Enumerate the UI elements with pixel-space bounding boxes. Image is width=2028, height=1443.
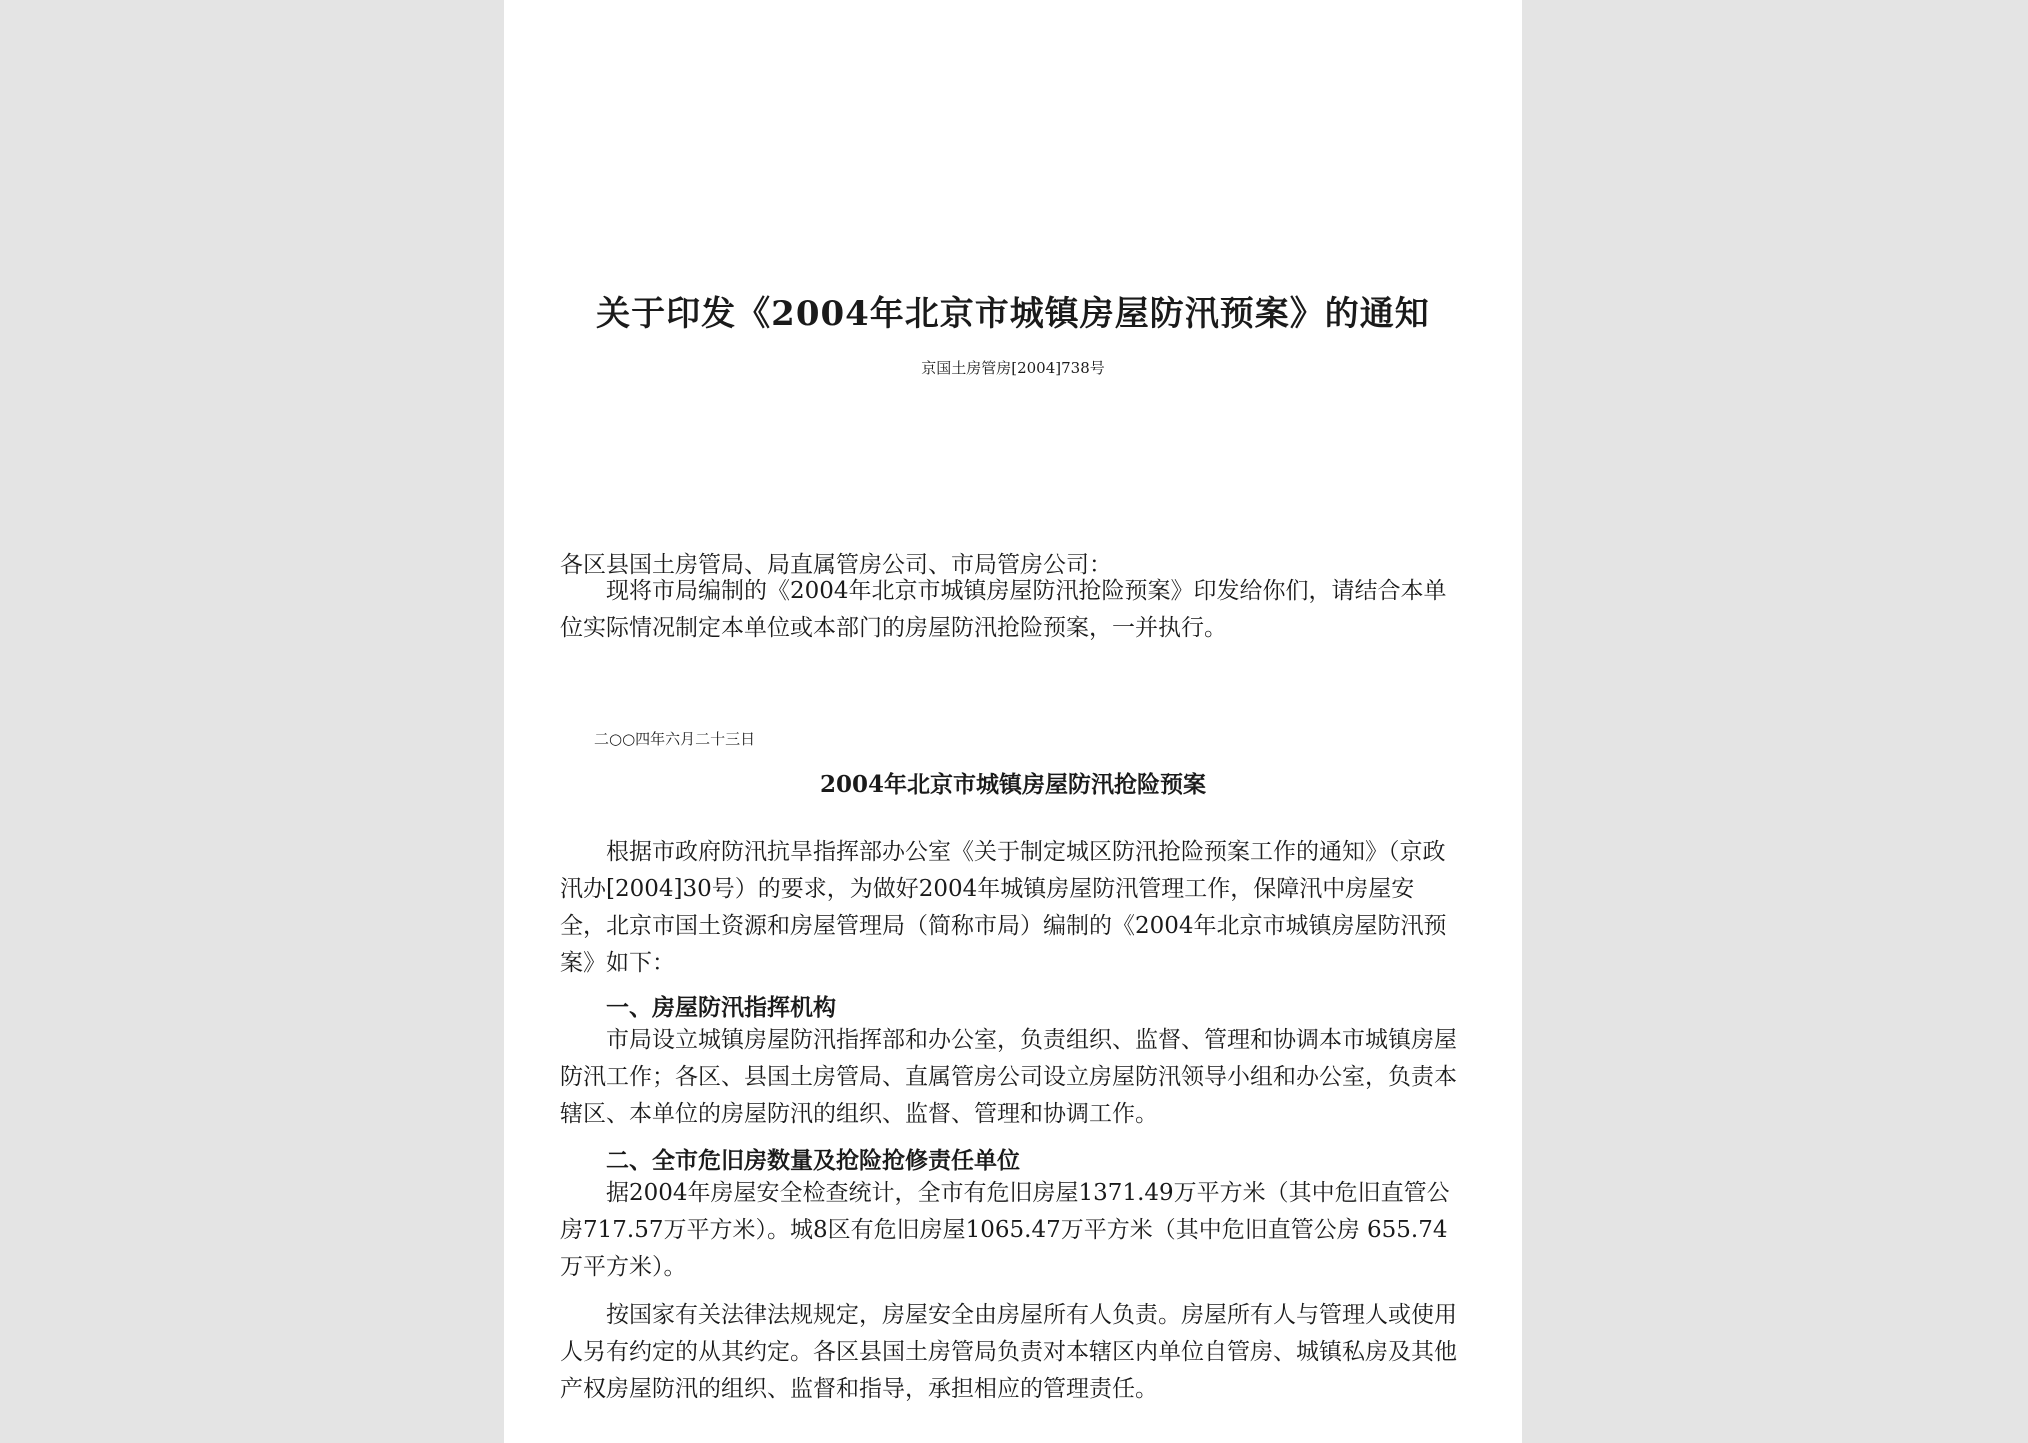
addressee: 各区县国土房管局、局直属管房公司、市局管房公司：: [560, 552, 1112, 578]
plan-intro-paragraph: 根据市政府防汛抗旱指挥部办公室《关于制定城区防汛抢险预案工作的通知》（京政汛办[2004]30号）的要求，为做好2004年城镇房屋防汛管理工作，保障汛中房屋安全，北京市国土资源和房屋管理局（简称市局）编制的《2004年北京市城镇房屋防汛预案》如下：: [560, 839, 1447, 976]
section2-paragraph-1: 据2004年房屋安全检查统计，全市有危旧房屋1371.49万平方米（其中危旧直管公房717.57万平方米）。城8区有危旧房屋1065.47万平方米（其中危旧直管公房 655.74万平方米）。: [560, 1180, 1450, 1280]
section2-heading: 二、全市危旧房数量及抢险抢修责任单位: [606, 1147, 1020, 1174]
issue-date: 二○○四年六月二十三日: [594, 730, 756, 748]
section2-paragraph-2: 按国家有关法律法规规定，房屋安全由房屋所有人负责。房屋所有人与管理人或使用人另有约定的从其约定。各区县国土房管局负责对本辖区内单位自管房、城镇私房及其他产权房屋防汛的组织、监督和指导，承担相应的管理责任。: [560, 1302, 1457, 1402]
document-title: 关于印发《2004年北京市城镇房屋防汛预案》的通知: [596, 294, 1430, 334]
document-number: 京国土房管房[2004]738号: [921, 359, 1105, 377]
intro-paragraph: 现将市局编制的《2004年北京市城镇房屋防汛抢险预案》印发给你们，请结合本单位实际情况制定本单位或本部门的房屋防汛抢险预案，一并执行。: [560, 578, 1447, 641]
section1-paragraph: 市局设立城镇房屋防汛指挥部和办公室，负责组织、监督、管理和协调本市城镇房屋防汛工作；各区、县国土房管局、直属管房公司设立房屋防汛领导小组和办公室，负责本辖区、本单位的房屋防汛的组织、监督、管理和协调工作。: [560, 1027, 1457, 1127]
plan-title: 2004年北京市城镇房屋防汛抢险预案: [819, 771, 1206, 798]
section1-heading: 一、房屋防汛指挥机构: [606, 994, 836, 1021]
document-page: [504, 0, 1522, 1443]
